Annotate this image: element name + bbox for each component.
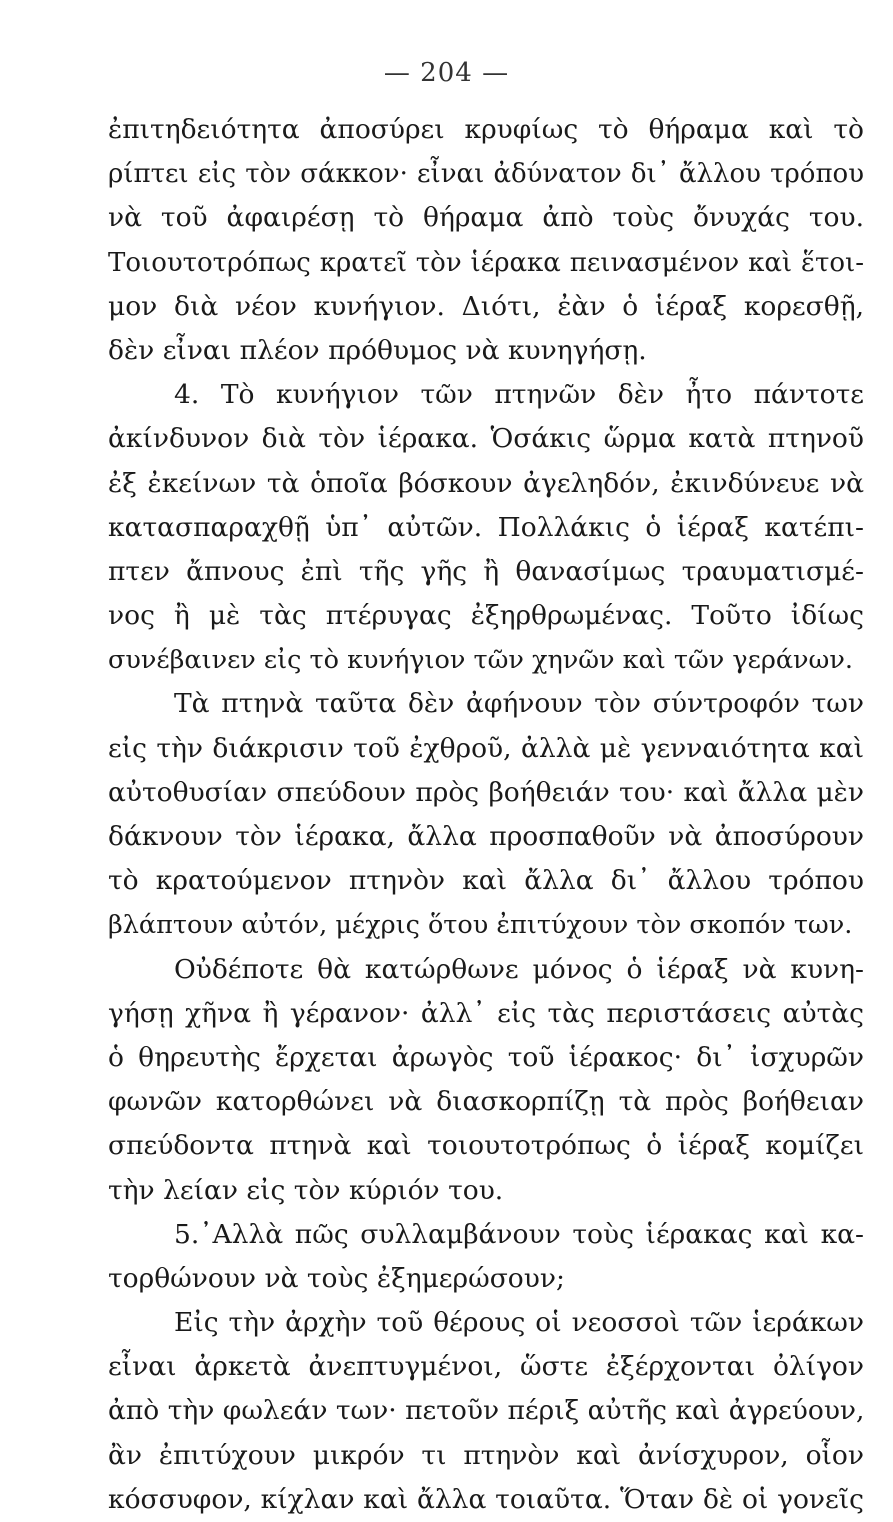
text-line: συνέβαινεν εἰς τὸ κυνήγιον τῶν χηνῶν καὶ τῶν γεράνων. [108, 645, 853, 676]
body-text [108, 108, 864, 1522]
text-line: βλάπτουν αὐτόν, μέχρις ὅτου ἐπιτύχουν τὸν σκοπόν των. [108, 910, 853, 941]
text-line: ἐπιτηδειότητα ἀποσύρει κρυφίως τὸ θήραμα καὶ τὸ [108, 114, 864, 145]
text-line: κόσσυφον, κίχλαν καὶ ἄλλα τοιαῦτα. Ὅταν δὲ οἱ γονεῖς [108, 1483, 864, 1515]
text-line: εἶναι ἀρκετὰ ἀνεπτυγμένοι, ὥστε ἐξέρχονται ὀλίγον [108, 1351, 864, 1383]
text-line: σπεύδοντα πτηνὰ καὶ τοιουτοτρόπως ὁ ἱέραξ κομίζει [108, 1130, 864, 1162]
text-line: φωνῶν κατορθώνει νὰ διασκορπίζῃ τὰ πρὸς βοήθειαν [108, 1086, 864, 1118]
text-line: Εἰς τὴν ἀρχὴν τοῦ θέρους οἱ νεοσσοὶ τῶν ἱεράκων [174, 1307, 864, 1339]
text-line: γήσῃ χῆνα ἢ γέρανον· ἀλλ᾽ εἰς τὰς περιστάσεις αὐτὰς [108, 997, 864, 1029]
text-line: ὁ θηρευτὴς ἔρχεται ἀρωγὸς τοῦ ἱέρακος· δι᾽ ἰσχυρῶν [108, 1041, 864, 1073]
text-line: εἰς τὴν διάκρισιν τοῦ ἐχθροῦ, ἀλλὰ μὲ γενναιότητα καὶ [108, 732, 864, 764]
text-line: πτεν ἄπνους ἐπὶ τῆς γῆς ἢ θανασίμως τραυματισμέ- [108, 555, 864, 587]
text-line: νος ἢ μὲ τὰς πτέρυγας ἐξηρθρωμένας. Τοῦτο ἰδίως [108, 600, 864, 632]
text-line: τορθώνουν νὰ τοὺς ἐξημερώσουν; [108, 1262, 565, 1294]
text-line: τὸ κρατούμενον πτηνὸν καὶ ἄλλα δι᾽ ἄλλου τρόπου [108, 865, 864, 897]
text-line: ρίπτει εἰς τὸν σάκκον· εἶναι ἀδύνατον δι᾽ ἄλλου τρόπου [108, 159, 864, 190]
text-line: νὰ τοῦ ἀφαιρέσῃ τὸ θήραμα ἀπὸ τοὺς ὄνυχάς του. [108, 202, 864, 234]
text-line: Τὰ πτηνὰ ταῦτα δὲν ἀφήνουν τὸν σύντροφόν των [174, 688, 864, 720]
text-line: μον διὰ νέον κυνήγιον. Διότι, ἐὰν ὁ ἱέραξ κορεσθῇ, [108, 290, 864, 322]
text-line: δὲν εἶναι πλέον πρόθυμος νὰ κυνηγήσῃ. [108, 334, 647, 366]
text-line: ἀκίνδυνον διὰ τὸν ἱέρακα. Ὁσάκις ὥρμα κατὰ πτηνοῦ [108, 423, 864, 455]
text-line: 4. Τὸ κυνήγιον τῶν πτηνῶν δὲν ἦτο πάντοτε [174, 379, 864, 411]
text-line: 5.᾽Αλλὰ πῶς συλλαμβάνουν τοὺς ἱέρακας καὶ κα- [174, 1218, 864, 1250]
text-line: Τοιουτοτρόπως κρατεῖ τὸν ἱέρακα πεινασμένον καὶ ἕτοι- [108, 247, 864, 278]
text-line: ἀπὸ τὴν φωλεάν των· πετοῦν πέριξ αὐτῆς καὶ ἀγρεύουν, [108, 1395, 864, 1427]
page-number: — 204 — [383, 58, 510, 88]
text-line: αὐτοθυσίαν σπεύδουν πρὸς βοήθειάν του· καὶ ἄλλα μὲν [108, 776, 864, 808]
text-line: κατασπαραχθῇ ὑπ᾽ αὐτῶν. Πολλάκις ὁ ἱέραξ κατέπι- [108, 511, 864, 543]
text-line: δάκνουν τὸν ἱέρακα, ἄλλα προσπαθοῦν νὰ ἀποσύρουν [108, 821, 864, 852]
text-line: Οὐδέποτε θὰ κατώρθωνε μόνος ὁ ἱέραξ νὰ κυνη- [174, 953, 864, 985]
text-line: ἂν ἐπιτύχουν μικρόν τι πτηνὸν καὶ ἀνίσχυρον, οἷον [108, 1439, 864, 1471]
text-line: τὴν λείαν εἰς τὸν κύριόν του. [108, 1174, 504, 1206]
text-line: ἐξ ἐκείνων τὰ ὁποῖα βόσκουν ἀγεληδόν, ἐκινδύνευε νὰ [108, 467, 864, 499]
